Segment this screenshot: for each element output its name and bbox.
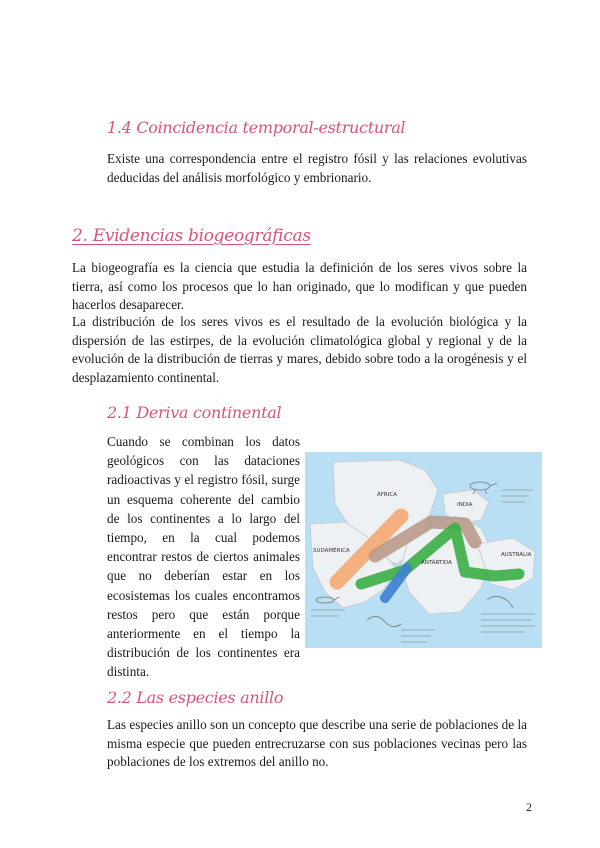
fossil-illustration-center [367, 616, 435, 642]
section-2-1-text: Cuando se combinan los datos geológicos con las dataciones radioactivas y el registro fósil, surge un esquema coherente del cambio de los continentes a lo largo del tiempo, en la cual podemos encontrar restos de ciertos animales que no deberían estar en los ecosistemas los cuales encontramos restos pero que están porque anteriormente en el tiempo la distribución de los continentes era distinta. [107, 434, 300, 680]
page-number: 2 [526, 800, 532, 814]
section-1-4-title: 1.4 Coincidencia temporal-estructural [107, 118, 406, 137]
section-2-1-title: 2.1 Deriva continental [107, 403, 282, 422]
label-antartida: ANTÁRTIDA [421, 560, 452, 566]
section-2-2-text: Las especies anillo son un concepto que describe una serie de poblaciones de la misma especie que pueden entrecruzarse con sus poblaciones vecinas pero las poblaciones de los extremos del anillo no. [107, 717, 527, 770]
gondwana-map-svg [305, 452, 542, 648]
label-africa: ÁFRICA [377, 492, 397, 498]
australia-landmass [477, 538, 535, 590]
label-australia: AUSTRALIA [501, 552, 532, 558]
label-sudamerica: SUDAMÉRICA [313, 548, 350, 554]
section-2-2-title: 2.2 Las especies anillo [107, 688, 284, 707]
section-2-title: 2. Evidencias biogeográficas [72, 226, 311, 246]
section-1-4-text: Existe una correspondencia entre el registro fósil y las relaciones evolutivas deducidas del análisis morfológico y embrionario. [107, 151, 527, 185]
label-india: INDIA [457, 502, 473, 508]
continental-drift-map [305, 452, 542, 648]
fossil-illustration-bottom-right [481, 596, 535, 632]
section-2-paragraph-1: La biogeografía es la ciencia que estudia la definición de los seres vivos sobre la tierra, así como los procesos que lo han originado, que lo modifican y que pueden hacerlos desaparecer. [72, 260, 527, 313]
section-2-paragraph-2: La distribución de los seres vivos es el resultado de la evolución biológica y la dispersión de las estirpes, de la evolución climatológica global y regional y de la evolución de la distribución de tierras y mares, debido sobre todo a la orogénesis y el desplazamiento continental. [72, 314, 527, 385]
